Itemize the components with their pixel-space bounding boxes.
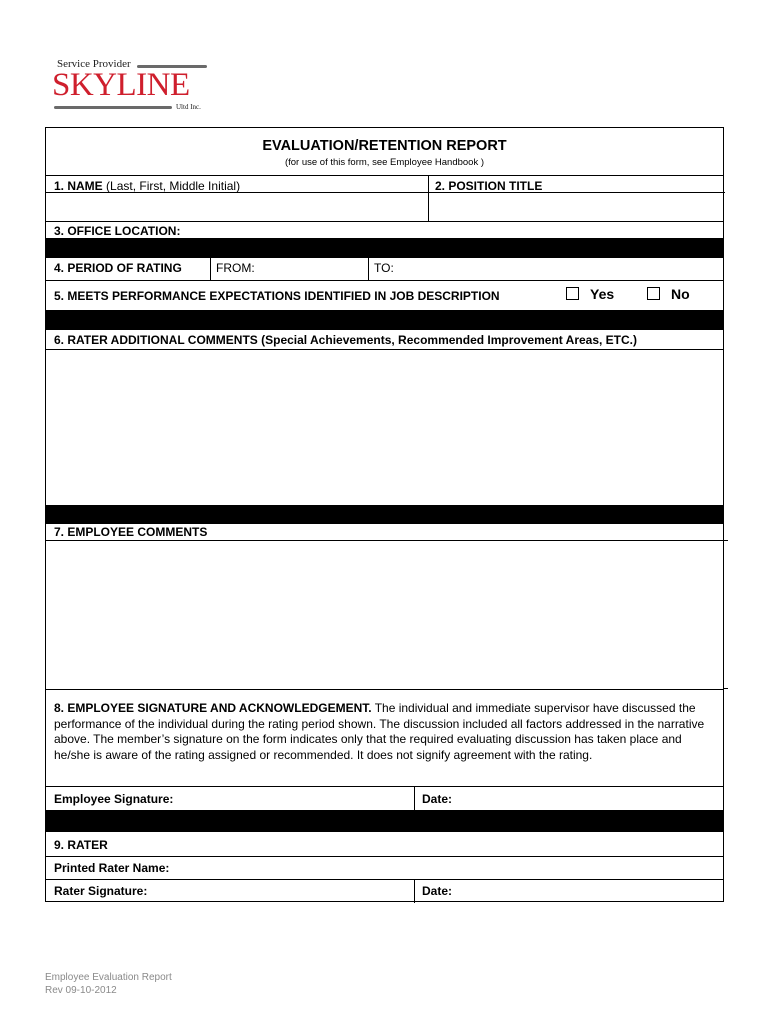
from-label: FROM: xyxy=(216,261,255,275)
divider xyxy=(724,540,728,541)
acknowledgement-text: The individual and immediate supervisor have discussed the performance of the individual during the rating period shown. The discussion included all factors addressed in the narrative above. The member’s signature on the form indicates only that the required evaluating discussion has taken place and he/she is aware of the rating assigned or recommended. It does not signify agreement with the rating. xyxy=(54,701,705,762)
name-label: 1. NAME (Last, First, Middle Initial) xyxy=(54,179,241,193)
footer-revision: Rev 09-10-2012 xyxy=(45,985,117,996)
evaluation-form xyxy=(45,127,724,902)
rater-heading: 9. RATER xyxy=(54,838,108,852)
position-title-label: 2. POSITION TITLE xyxy=(435,179,543,193)
divider xyxy=(46,879,723,880)
divider xyxy=(414,879,415,903)
employee-signature-label: Employee Signature: xyxy=(54,792,174,806)
no-label: No xyxy=(671,286,690,302)
employee-comments-input[interactable] xyxy=(46,541,723,689)
divider xyxy=(46,175,723,176)
period-of-rating-label: 4. PERIOD OF RATING xyxy=(54,261,182,275)
name-input[interactable] xyxy=(46,193,723,221)
to-label: TO: xyxy=(374,261,394,275)
section-bar xyxy=(46,505,723,524)
date-label: Date: xyxy=(422,884,453,898)
footer-title: Employee Evaluation Report xyxy=(45,972,172,983)
acknowledgement-paragraph xyxy=(54,701,714,763)
divider xyxy=(724,688,728,689)
rater-signature-label: Rater Signature: xyxy=(54,884,148,898)
divider xyxy=(46,280,723,281)
company-logo xyxy=(52,58,212,118)
office-location-label: 3. OFFICE LOCATION: xyxy=(54,224,181,238)
rater-comments-label: 6. RATER ADDITIONAL COMMENTS (Special Achievements, Recommended Improvement Areas, ETC.) xyxy=(54,333,638,347)
logo-brand: SKYLINE xyxy=(52,67,190,103)
acknowledgement-heading: 8. EMPLOYEE SIGNATURE AND ACKNOWLEDGEMENT. xyxy=(54,701,372,715)
divider xyxy=(46,689,723,690)
meets-expectations-label: 5. MEETS PERFORMANCE EXPECTATIONS IDENTIFIED IN JOB DESCRIPTION xyxy=(54,289,500,303)
employee-comments-label: 7. EMPLOYEE COMMENTS xyxy=(54,525,208,539)
logo-suffix: Ultd Inc. xyxy=(176,103,201,111)
section-bar xyxy=(46,238,723,258)
section-bar xyxy=(46,310,723,330)
logo-tagline: Service Provider xyxy=(57,58,131,70)
divider xyxy=(414,786,415,810)
form-title: EVALUATION/RETENTION REPORT xyxy=(262,138,507,154)
divider xyxy=(210,258,211,280)
logo-rule-bottom xyxy=(54,106,172,109)
divider xyxy=(46,786,723,787)
printed-rater-name-label: Printed Rater Name: xyxy=(54,861,170,875)
divider xyxy=(368,258,369,280)
no-checkbox[interactable] xyxy=(647,287,660,300)
form-subtitle: (for use of this form, see Employee Handbook ) xyxy=(284,157,485,168)
rater-comments-input[interactable] xyxy=(46,350,723,505)
section-bar xyxy=(46,810,723,832)
footer xyxy=(45,971,172,997)
yes-checkbox[interactable] xyxy=(566,287,579,300)
divider xyxy=(46,856,723,857)
yes-label: Yes xyxy=(590,286,615,302)
divider xyxy=(46,221,723,222)
date-label: Date: xyxy=(422,792,453,806)
